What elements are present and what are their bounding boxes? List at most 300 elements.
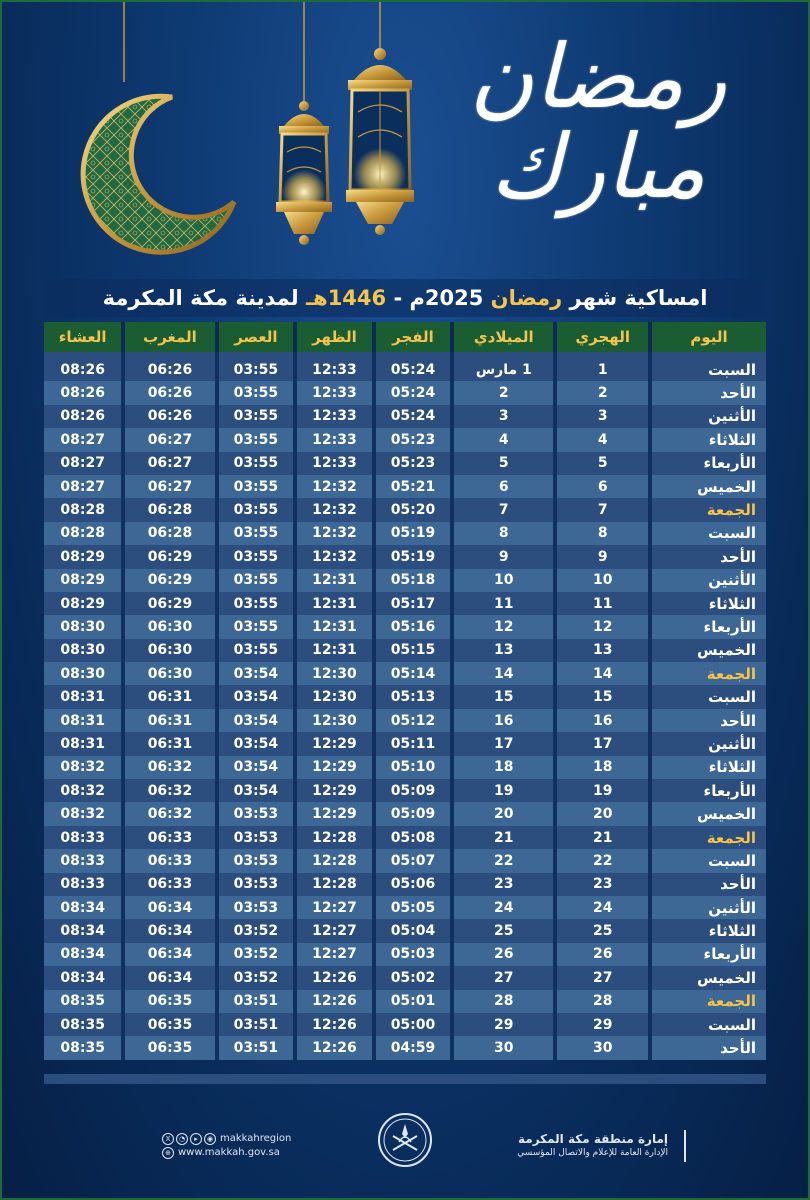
table-row — [44, 826, 766, 849]
table-row — [44, 873, 766, 896]
cell-day: الأثنين — [648, 896, 766, 919]
crescent-moon-icon — [83, 96, 234, 252]
cell-asr: 03:54 — [215, 732, 294, 755]
saudi-emblem-icon — [377, 1110, 433, 1170]
cell-maghrib: 06:30 — [121, 639, 214, 662]
cell-dhuhr: 12:26 — [293, 966, 372, 989]
col-asr: العصر — [215, 322, 294, 352]
cell-fajr: 05:13 — [372, 685, 451, 708]
cell-day: الثلاثاء — [648, 428, 766, 451]
cell-hijri: 13 — [553, 639, 648, 662]
cell-asr: 03:54 — [215, 779, 294, 802]
cell-maghrib: 06:28 — [121, 522, 214, 545]
table-row — [44, 428, 766, 451]
cell-hijri: 5 — [553, 452, 648, 475]
cell-maghrib: 06:27 — [121, 475, 214, 498]
table-row — [44, 475, 766, 498]
table-body — [44, 352, 766, 1060]
cell-fajr: 05:17 — [372, 592, 451, 615]
table-row — [44, 662, 766, 685]
cell-isha: 08:32 — [44, 802, 121, 825]
cell-maghrib: 06:31 — [121, 709, 214, 732]
cell-fajr: 05:03 — [372, 943, 451, 966]
cell-day: السبت — [648, 685, 766, 708]
cell-hijri: 20 — [553, 802, 648, 825]
cell-fajr: 05:18 — [372, 569, 451, 592]
cell-maghrib: 06:35 — [121, 1013, 214, 1036]
cell-gregorian: 5 — [450, 452, 553, 475]
cell-day: الخميس — [648, 966, 766, 989]
cell-maghrib: 06:32 — [121, 756, 214, 779]
cell-hijri: 1 — [553, 352, 648, 381]
cell-asr: 03:55 — [215, 475, 294, 498]
cell-dhuhr: 12:27 — [293, 943, 372, 966]
cell-day: الأحد — [648, 381, 766, 404]
cell-maghrib: 06:27 — [121, 428, 214, 451]
cell-day: الأحد — [648, 873, 766, 896]
cell-isha: 08:34 — [44, 919, 121, 942]
cell-hijri: 27 — [553, 966, 648, 989]
cell-maghrib: 06:34 — [121, 943, 214, 966]
cell-fajr: 05:04 — [372, 919, 451, 942]
cell-dhuhr: 12:28 — [293, 873, 372, 896]
cell-maghrib: 06:34 — [121, 896, 214, 919]
cell-day: السبت — [648, 522, 766, 545]
cell-day: الخميس — [648, 639, 766, 662]
cell-dhuhr: 12:31 — [293, 569, 372, 592]
col-hijri: الهجري — [553, 322, 648, 352]
cell-gregorian: 9 — [450, 545, 553, 568]
table-row — [44, 779, 766, 802]
cell-dhuhr: 12:32 — [293, 522, 372, 545]
cell-hijri: 28 — [553, 990, 648, 1013]
col-fajr: الفجر — [372, 322, 451, 352]
cell-day: الأثنين — [648, 405, 766, 428]
cell-hijri: 24 — [553, 896, 648, 919]
table-row — [44, 639, 766, 662]
cell-asr: 03:51 — [215, 990, 294, 1013]
header-art — [2, 2, 808, 272]
cell-dhuhr: 12:33 — [293, 452, 372, 475]
cell-asr: 03:55 — [215, 569, 294, 592]
table-row — [44, 919, 766, 942]
cell-day: الأحد — [648, 545, 766, 568]
table-row — [44, 990, 766, 1013]
cell-fajr: 05:14 — [372, 662, 451, 685]
cell-dhuhr: 12:27 — [293, 919, 372, 942]
cell-asr: 03:55 — [215, 615, 294, 638]
cell-isha: 08:28 — [44, 498, 121, 521]
cell-hijri: 23 — [553, 873, 648, 896]
cell-hijri: 21 — [553, 826, 648, 849]
cell-gregorian: 27 — [450, 966, 553, 989]
title-year-gregorian: 2025م - — [386, 286, 484, 310]
table-row — [44, 732, 766, 755]
cell-maghrib: 06:26 — [121, 381, 214, 404]
cell-dhuhr: 12:29 — [293, 756, 372, 779]
cell-fajr: 05:19 — [372, 545, 451, 568]
table-row — [44, 709, 766, 732]
title-month: رمضان — [490, 286, 563, 310]
cell-asr: 03:53 — [215, 826, 294, 849]
cell-isha: 08:29 — [44, 545, 121, 568]
cell-dhuhr: 12:31 — [293, 639, 372, 662]
cell-asr: 03:53 — [215, 802, 294, 825]
cell-hijri: 25 — [553, 919, 648, 942]
cell-isha: 08:30 — [44, 662, 121, 685]
cell-day: الأثنين — [648, 732, 766, 755]
cell-maghrib: 06:30 — [121, 615, 214, 638]
cell-fajr: 05:08 — [372, 826, 451, 849]
cell-isha: 08:26 — [44, 405, 121, 428]
cell-maghrib: 06:26 — [121, 405, 214, 428]
cell-hijri: 19 — [553, 779, 648, 802]
cell-dhuhr: 12:33 — [293, 405, 372, 428]
cell-day: الأربعاء — [648, 779, 766, 802]
cell-isha: 08:26 — [44, 381, 121, 404]
cell-maghrib: 06:35 — [121, 990, 214, 1013]
cell-maghrib: 06:29 — [121, 545, 214, 568]
cell-isha: 08:31 — [44, 709, 121, 732]
page-title — [44, 279, 766, 317]
cell-gregorian: 22 — [450, 849, 553, 872]
cell-hijri: 8 — [553, 522, 648, 545]
cell-isha: 08:35 — [44, 1036, 121, 1059]
globe-icon: ⊕ — [162, 1147, 174, 1159]
x-icon[interactable]: X — [162, 1133, 174, 1145]
cell-hijri: 30 — [553, 1036, 648, 1059]
cell-asr: 03:54 — [215, 756, 294, 779]
table-row — [44, 569, 766, 592]
cell-hijri: 7 — [553, 498, 648, 521]
cell-gregorian: 14 — [450, 662, 553, 685]
cell-maghrib: 06:26 — [121, 352, 214, 381]
cell-hijri: 3 — [553, 405, 648, 428]
cell-day: الجمعة — [648, 662, 766, 685]
cell-asr: 03:52 — [215, 943, 294, 966]
cell-dhuhr: 12:30 — [293, 685, 372, 708]
cell-gregorian: 25 — [450, 919, 553, 942]
cell-fajr: 05:06 — [372, 873, 451, 896]
cell-dhuhr: 12:29 — [293, 779, 372, 802]
cell-isha: 08:34 — [44, 966, 121, 989]
cell-gregorian: 30 — [450, 1036, 553, 1059]
cell-asr: 03:55 — [215, 452, 294, 475]
table-row — [44, 896, 766, 919]
cell-maghrib: 06:32 — [121, 779, 214, 802]
cell-isha: 08:33 — [44, 873, 121, 896]
table-row — [44, 685, 766, 708]
cell-day: الثلاثاء — [648, 919, 766, 942]
cell-maghrib: 06:35 — [121, 1036, 214, 1059]
website-link[interactable]: www.makkah.gov.sa — [178, 1147, 280, 1158]
cell-dhuhr: 12:27 — [293, 896, 372, 919]
cell-hijri: 9 — [553, 545, 648, 568]
cell-gregorian: 6 — [450, 475, 553, 498]
col-gregorian: الميلادي — [450, 322, 553, 352]
table-row — [44, 452, 766, 475]
cell-day: الجمعة — [648, 990, 766, 1013]
cell-hijri: 14 — [553, 662, 648, 685]
cell-fajr: 05:24 — [372, 352, 451, 381]
cell-isha: 08:30 — [44, 615, 121, 638]
cell-asr: 03:52 — [215, 919, 294, 942]
cell-gregorian: 17 — [450, 732, 553, 755]
table-row — [44, 545, 766, 568]
table-row — [44, 381, 766, 404]
table-row — [44, 943, 766, 966]
cell-gregorian: 12 — [450, 615, 553, 638]
table-row — [44, 1013, 766, 1036]
cell-asr: 03:55 — [215, 498, 294, 521]
prayer-timetable — [44, 322, 766, 1060]
cell-hijri: 17 — [553, 732, 648, 755]
footer-divider — [684, 1130, 686, 1162]
cell-maghrib: 06:29 — [121, 592, 214, 615]
cell-day: الثلاثاء — [648, 756, 766, 779]
cell-gregorian: 4 — [450, 428, 553, 451]
org-name: إمارة منطقة مكة المكرمة — [517, 1132, 668, 1146]
social-handle[interactable]: makkahregion — [220, 1133, 292, 1144]
cell-gregorian: 18 — [450, 756, 553, 779]
cell-maghrib: 06:33 — [121, 849, 214, 872]
table-row — [44, 352, 766, 381]
cell-asr: 03:54 — [215, 685, 294, 708]
cell-maghrib: 06:27 — [121, 452, 214, 475]
cell-fajr: 05:24 — [372, 381, 451, 404]
cell-asr: 03:55 — [215, 352, 294, 381]
cell-gregorian: 1 مارس — [450, 352, 553, 381]
cell-isha: 08:32 — [44, 779, 121, 802]
cell-maghrib: 06:34 — [121, 919, 214, 942]
cell-fajr: 05:20 — [372, 498, 451, 521]
cell-dhuhr: 12:29 — [293, 802, 372, 825]
table-bottom-strip — [44, 1074, 766, 1084]
footer-social — [162, 1132, 291, 1160]
table-row — [44, 615, 766, 638]
cell-isha: 08:27 — [44, 475, 121, 498]
cell-fajr: 05:07 — [372, 849, 451, 872]
cell-isha: 08:26 — [44, 352, 121, 381]
cell-fajr: 05:24 — [372, 405, 451, 428]
cell-gregorian: 19 — [450, 779, 553, 802]
cell-hijri: 4 — [553, 428, 648, 451]
cell-gregorian: 15 — [450, 685, 553, 708]
footer-org — [468, 1132, 668, 1158]
table-row — [44, 756, 766, 779]
cell-day: الأربعاء — [648, 615, 766, 638]
cell-gregorian: 13 — [450, 639, 553, 662]
cell-dhuhr: 12:32 — [293, 475, 372, 498]
cell-hijri: 11 — [553, 592, 648, 615]
cell-gregorian: 26 — [450, 943, 553, 966]
cell-dhuhr: 12:33 — [293, 428, 372, 451]
cell-asr: 03:53 — [215, 849, 294, 872]
cell-fajr: 05:09 — [372, 802, 451, 825]
cell-asr: 03:54 — [215, 662, 294, 685]
cell-gregorian: 20 — [450, 802, 553, 825]
cell-isha: 08:29 — [44, 592, 121, 615]
cell-day: الأحد — [648, 1036, 766, 1059]
cell-isha: 08:29 — [44, 569, 121, 592]
cell-fajr: 05:19 — [372, 522, 451, 545]
cell-maghrib: 06:28 — [121, 498, 214, 521]
cell-asr: 03:53 — [215, 873, 294, 896]
cell-asr: 03:55 — [215, 522, 294, 545]
table-row — [44, 592, 766, 615]
cell-day: الأربعاء — [648, 943, 766, 966]
cell-isha: 08:35 — [44, 1013, 121, 1036]
cell-isha: 08:27 — [44, 428, 121, 451]
cell-asr: 03:53 — [215, 896, 294, 919]
instagram-icon[interactable]: ◉ — [204, 1133, 216, 1145]
cell-gregorian: 2 — [450, 381, 553, 404]
cell-isha: 08:34 — [44, 896, 121, 919]
ramadan-mubarak-calligraphy: رمضان مبارك — [469, 25, 727, 218]
table-row — [44, 498, 766, 521]
cell-fajr: 05:15 — [372, 639, 451, 662]
cell-hijri: 22 — [553, 849, 648, 872]
cell-dhuhr: 12:26 — [293, 990, 372, 1013]
cell-isha: 08:30 — [44, 639, 121, 662]
col-isha: العشاء — [44, 322, 121, 352]
cell-day: الأثنين — [648, 569, 766, 592]
cell-fajr: 05:16 — [372, 615, 451, 638]
cell-day: الأربعاء — [648, 452, 766, 475]
cell-dhuhr: 12:31 — [293, 615, 372, 638]
cell-fajr: 05:10 — [372, 756, 451, 779]
cell-dhuhr: 12:26 — [293, 1036, 372, 1059]
cell-gregorian: 29 — [450, 1013, 553, 1036]
cell-maghrib: 06:31 — [121, 685, 214, 708]
cell-asr: 03:52 — [215, 966, 294, 989]
cell-dhuhr: 12:30 — [293, 709, 372, 732]
cell-fajr: 05:05 — [372, 896, 451, 919]
cell-gregorian: 24 — [450, 896, 553, 919]
lantern-small-icon — [276, 2, 332, 245]
cell-day: الخميس — [648, 475, 766, 498]
cell-day: الأحد — [648, 709, 766, 732]
cell-dhuhr: 12:33 — [293, 352, 372, 381]
title-prefix: امساكية شهر — [562, 286, 708, 310]
cell-day: الثلاثاء — [648, 592, 766, 615]
cell-dhuhr: 12:29 — [293, 732, 372, 755]
footer — [2, 1102, 808, 1198]
cell-maghrib: 06:33 — [121, 873, 214, 896]
cell-isha: 08:33 — [44, 849, 121, 872]
cell-fajr: 05:21 — [372, 475, 451, 498]
cell-dhuhr: 12:28 — [293, 849, 372, 872]
cell-day: الخميس — [648, 802, 766, 825]
table-row — [44, 522, 766, 545]
cell-asr: 03:51 — [215, 1013, 294, 1036]
cell-maghrib: 06:29 — [121, 569, 214, 592]
col-dhuhr: الظهر — [293, 322, 372, 352]
cell-gregorian: 11 — [450, 592, 553, 615]
cell-hijri: 6 — [553, 475, 648, 498]
cell-fajr: 05:02 — [372, 966, 451, 989]
cell-dhuhr: 12:28 — [293, 826, 372, 849]
col-day: اليوم — [648, 322, 766, 352]
table-row — [44, 1036, 766, 1059]
cell-isha: 08:31 — [44, 732, 121, 755]
cell-maghrib: 06:32 — [121, 802, 214, 825]
cell-hijri: 12 — [553, 615, 648, 638]
cell-fajr: 05:01 — [372, 990, 451, 1013]
org-department: الإدارة العامة للإعلام والاتصال المؤسسي — [517, 1148, 668, 1158]
title-year-hijri: 1446هـ — [305, 286, 387, 310]
cell-day: السبت — [648, 1013, 766, 1036]
cell-day: السبت — [648, 849, 766, 872]
cell-hijri: 29 — [553, 1013, 648, 1036]
cell-hijri: 15 — [553, 685, 648, 708]
cell-maghrib: 06:34 — [121, 966, 214, 989]
cell-dhuhr: 12:26 — [293, 1013, 372, 1036]
cell-maghrib: 06:31 — [121, 732, 214, 755]
table-header-row — [44, 322, 766, 352]
cell-fajr: 05:11 — [372, 732, 451, 755]
cell-asr: 03:51 — [215, 1036, 294, 1059]
cell-hijri: 10 — [553, 569, 648, 592]
cell-gregorian: 23 — [450, 873, 553, 896]
cell-isha: 08:34 — [44, 943, 121, 966]
cell-fajr: 04:59 — [372, 1036, 451, 1059]
table-row — [44, 966, 766, 989]
cell-isha: 08:35 — [44, 990, 121, 1013]
cell-asr: 03:55 — [215, 639, 294, 662]
cell-fajr: 05:00 — [372, 1013, 451, 1036]
cell-asr: 03:54 — [215, 709, 294, 732]
cell-gregorian: 3 — [450, 405, 553, 428]
cell-asr: 03:55 — [215, 545, 294, 568]
cell-isha: 08:32 — [44, 756, 121, 779]
cell-dhuhr: 12:33 — [293, 381, 372, 404]
table-row — [44, 802, 766, 825]
table-row — [44, 849, 766, 872]
cell-hijri: 16 — [553, 709, 648, 732]
cell-fajr: 05:12 — [372, 709, 451, 732]
cell-dhuhr: 12:31 — [293, 592, 372, 615]
cell-gregorian: 8 — [450, 522, 553, 545]
cell-day: الجمعة — [648, 498, 766, 521]
cell-gregorian: 16 — [450, 709, 553, 732]
cell-isha: 08:31 — [44, 685, 121, 708]
cell-asr: 03:55 — [215, 592, 294, 615]
cell-fajr: 05:23 — [372, 428, 451, 451]
cell-fajr: 05:09 — [372, 779, 451, 802]
cell-day: الجمعة — [648, 826, 766, 849]
cell-dhuhr: 12:30 — [293, 662, 372, 685]
cell-maghrib: 06:33 — [121, 826, 214, 849]
cell-gregorian: 21 — [450, 826, 553, 849]
youtube-icon[interactable]: ▸ — [190, 1133, 202, 1145]
table-row — [44, 405, 766, 428]
cell-dhuhr: 12:32 — [293, 498, 372, 521]
cell-asr: 03:55 — [215, 405, 294, 428]
cell-hijri: 2 — [553, 381, 648, 404]
cell-hijri: 18 — [553, 756, 648, 779]
cell-maghrib: 06:30 — [121, 662, 214, 685]
col-maghrib: المغرب — [121, 322, 214, 352]
cell-isha: 08:33 — [44, 826, 121, 849]
snapchat-icon[interactable]: ◔ — [176, 1133, 188, 1145]
lantern-large-icon — [346, 2, 414, 235]
title-city: لمدينة مكة المكرمة — [102, 286, 306, 310]
cell-asr: 03:55 — [215, 381, 294, 404]
cell-fajr: 05:23 — [372, 452, 451, 475]
cell-hijri: 26 — [553, 943, 648, 966]
cell-isha: 08:27 — [44, 452, 121, 475]
